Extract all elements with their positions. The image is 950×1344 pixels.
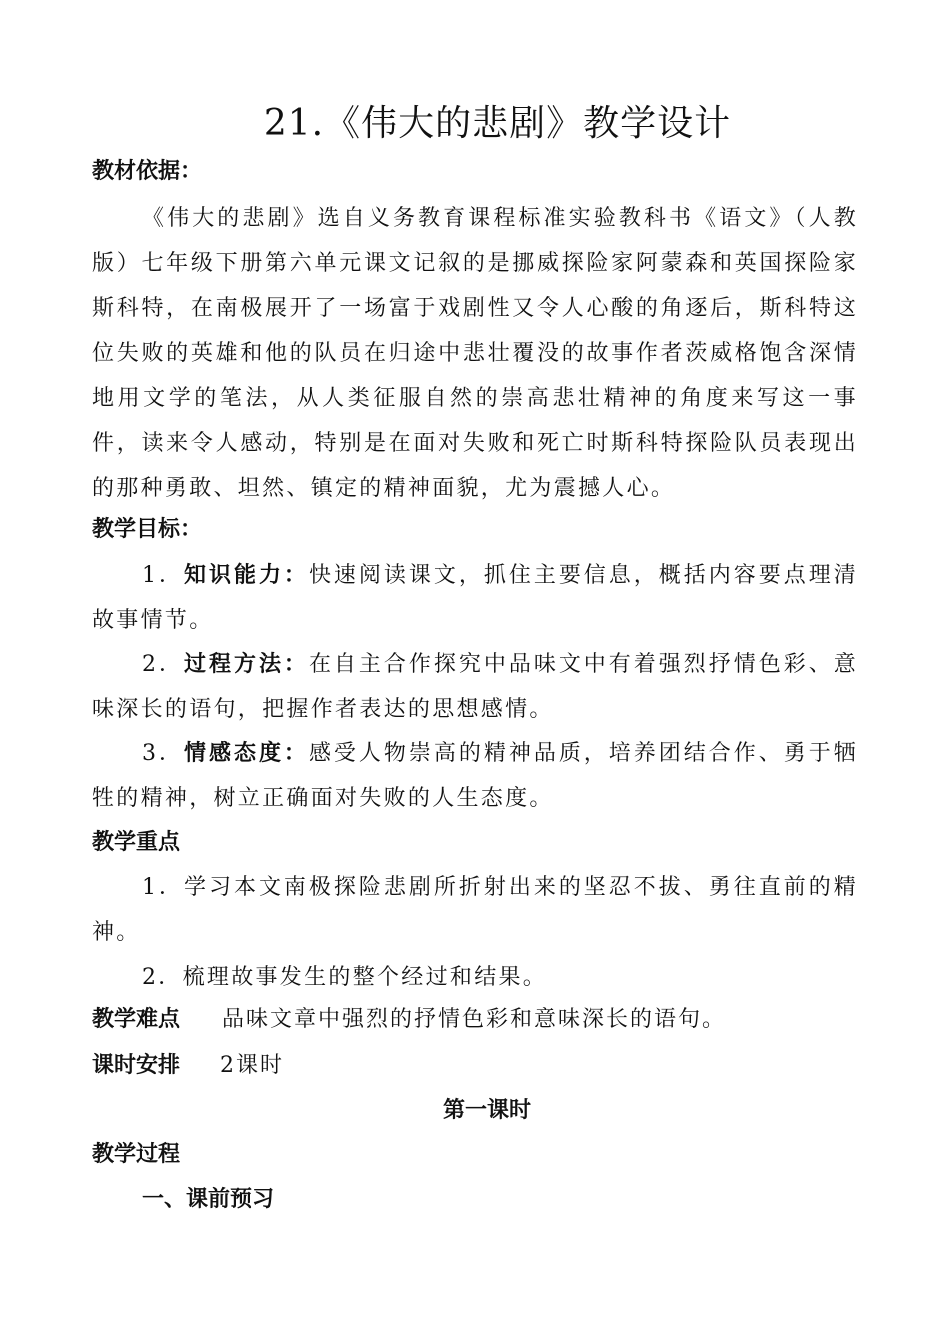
goal-item-process bbox=[92, 642, 858, 732]
goal-label: 情感态度： bbox=[183, 741, 309, 766]
difficulty-row bbox=[92, 1005, 726, 1035]
basis-heading: 教材依据： bbox=[92, 159, 203, 184]
key-point-item: 2．梳理故事发生的整个经过和结果。 bbox=[142, 965, 548, 990]
goals-heading: 教学目标： bbox=[92, 517, 203, 542]
schedule-text: 2课时 bbox=[220, 1053, 285, 1078]
document-title: 21.《伟大的悲剧》教学设计 bbox=[263, 103, 732, 144]
key-point-item: 1．学习本文南极探险悲剧所折射出来的坚忍不拔、勇往直前的精神。 bbox=[92, 875, 858, 945]
goal-number: 2． bbox=[142, 652, 184, 677]
process-heading: 教学过程 bbox=[92, 1142, 181, 1167]
basis-paragraph: 《伟大的悲剧》选自义务教育课程标准实验教科书《语文》（人教版）七年级下册第六单元课文记叙的是挪威探险家阿蒙森和英国探险家斯科特，在南极展开了一场富于戏剧性又令人心酸的角逐后，斯科特这位失败的英雄和他的队员在归途中悲壮覆没的故事作者茨威格饱含深情地用文学的笔法，从人类征服自然的崇高悲壮精神的角度来写这一事件，读来令人感动，特别是在面对失败和死亡时斯科特探险队员表现出的那种勇敢、坦然、镇定的精神面貌，尤为震撼人心。 bbox=[92, 206, 858, 501]
goal-number: 1． bbox=[142, 563, 184, 588]
difficulty-heading: 教学难点 bbox=[92, 1007, 181, 1032]
process-step-preview: 一、课前预习 bbox=[142, 1187, 275, 1212]
schedule-row bbox=[92, 1051, 284, 1081]
key-points-heading: 教学重点 bbox=[92, 830, 181, 855]
difficulty-text: 品味文章中强烈的抒情色彩和意味深长的语句。 bbox=[222, 1007, 727, 1032]
goal-text: 快速阅读课文，抓住主要信息，概括内容要点理清故事情节。 bbox=[92, 563, 858, 633]
goal-item-emotion bbox=[92, 731, 858, 821]
goal-item-knowledge bbox=[92, 553, 858, 643]
schedule-heading: 课时安排 bbox=[92, 1053, 181, 1078]
goal-text: 在自主合作探究中品味文中有着强烈抒情色彩、意味深长的语句，把握作者表达的思想感情。 bbox=[92, 652, 858, 722]
goal-label: 过程方法： bbox=[183, 652, 309, 677]
goal-label: 知识能力： bbox=[183, 563, 309, 588]
goal-number: 3． bbox=[142, 741, 184, 766]
lesson-one-heading: 第一课时 bbox=[442, 1098, 531, 1123]
goal-text: 感受人物崇高的精神品质，培养团结合作、勇于牺牲的精神，树立正确面对失败的人生态度。 bbox=[92, 741, 858, 811]
